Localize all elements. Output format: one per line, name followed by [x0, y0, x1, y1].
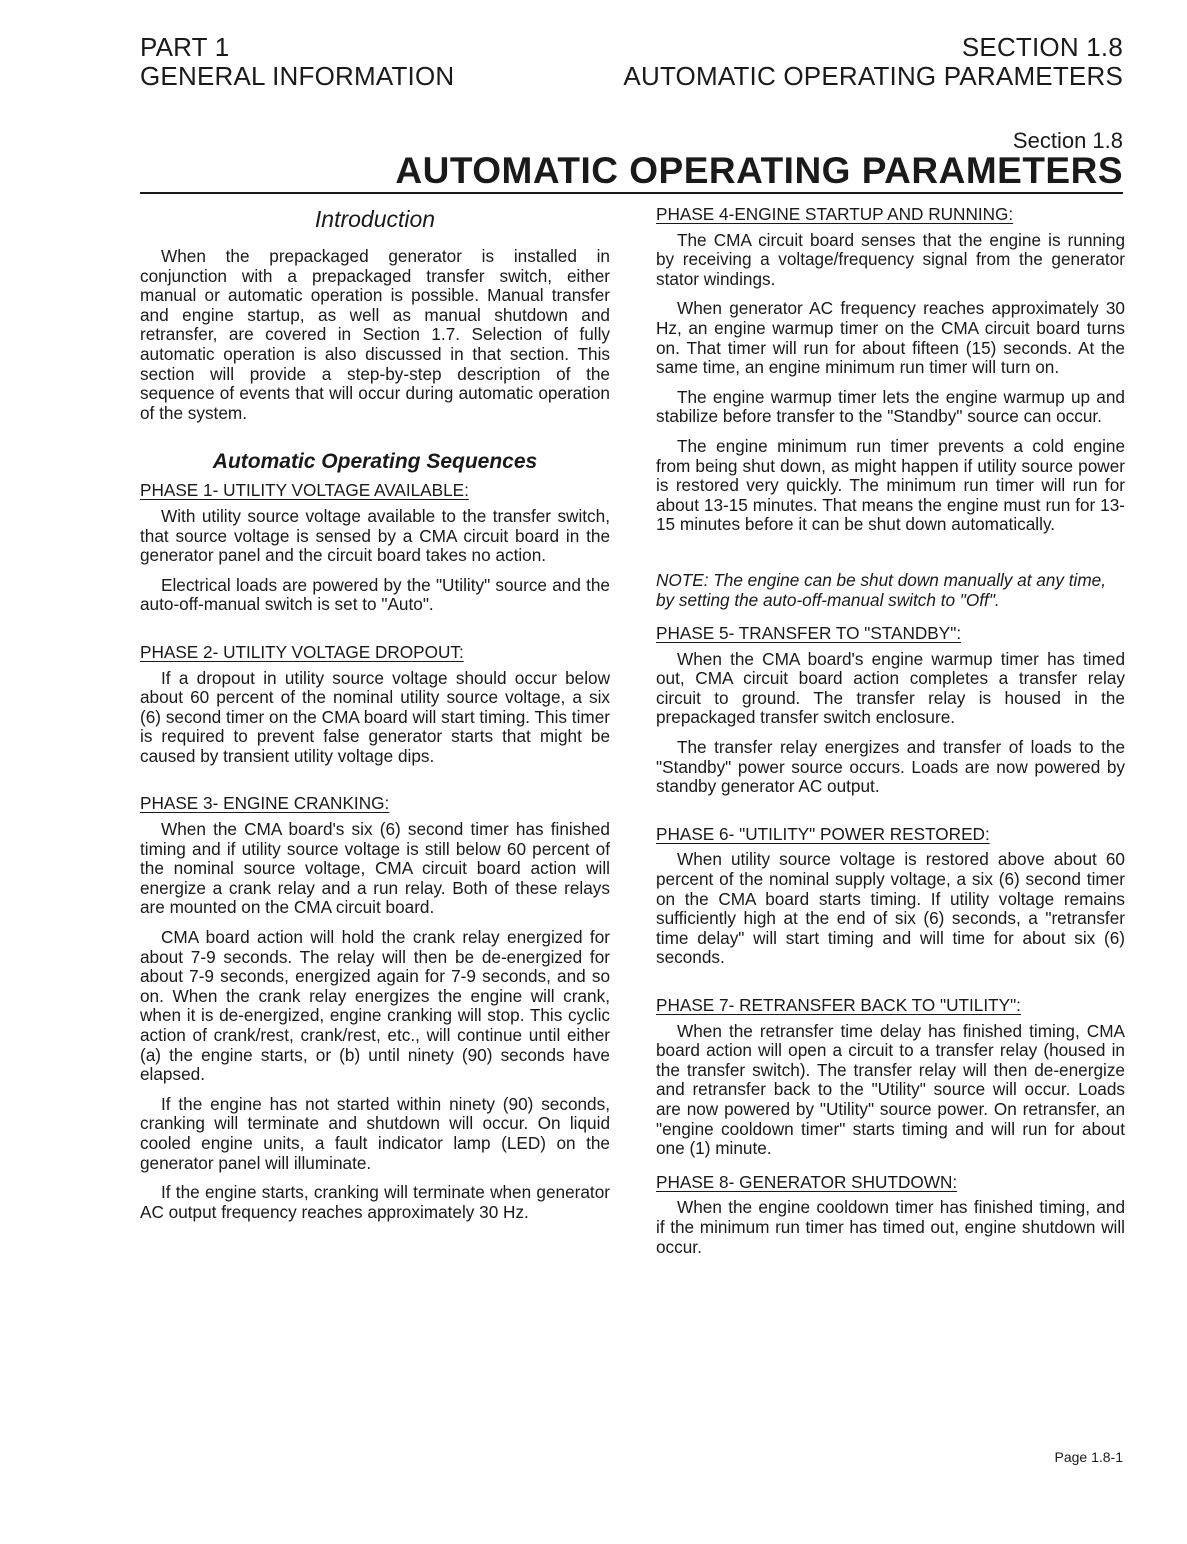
introduction-paragraph: When the prepackaged generator is installed in conjunction with a prepackaged transfer switch, either manual or automatic operation is possible. Manual transfer and engine startup, as well as manual shutdown and retransfer, are covered in Section 1.7. Selection of fully automatic operation is also discussed in that section. This section will provide a step-by-step description of the sequence of events that will occur during automatic operation of the system. [140, 246, 610, 423]
phase-6-paragraph: When utility source voltage is restored above about 60 percent of the nominal supply voltage, a six (6) second timer on the CMA board starts timing. If utility voltage remains sufficiently high at the end of six (6) seconds, a "retransfer time delay" will start timing and will time for about six (6) seconds. [656, 849, 1125, 968]
introduction-heading: Introduction [314, 206, 436, 232]
phase-8-paragraph: When the engine cooldown timer has finished timing, and if the minimum run timer has timed out, engine shutdown will occur. [656, 1197, 1125, 1257]
phase-4-paragraph: When generator AC frequency reaches approximately 30 Hz, an engine warmup timer on the CMA circuit board turns on. That timer will run for about fifteen (15) seconds. At the same time, an engine minimum run timer will turn on. [656, 298, 1125, 378]
page-number: Page 1.8-1 [1054, 1449, 1123, 1465]
phase-7-heading: PHASE 7- RETRANSFER BACK TO "UTILITY": [656, 995, 1021, 1015]
phase-1-paragraph: Electrical loads are powered by the "Utility" source and the auto-off-manual switch is set to "Auto". [140, 574, 610, 615]
running-header-left [140, 33, 454, 91]
title-rule [140, 192, 1123, 194]
left-column [140, 205, 610, 1232]
part-label: PART 1 [140, 32, 230, 62]
phase-2-heading: PHASE 2- UTILITY VOLTAGE DROPOUT: [140, 641, 464, 662]
phase-7-paragraph: When the retransfer time delay has finished timing, CMA board action will open a circuit to a transfer relay (housed in the transfer switch). The transfer relay will then de-energize and retransfer back to the "Utility" source will occur. Loads are now powered by "Utility" source power. On retransfer, an "engine cooldown timer" starts timing and will run for about one (1) minute. [656, 1020, 1125, 1159]
phase-5-heading: PHASE 5- TRANSFER TO "STANDBY": [656, 623, 962, 644]
phase-5-paragraph: When the CMA board's engine warmup timer has timed out, CMA circuit board action completes a transfer relay circuit to ground. The transfer relay is housed in the prepackaged transfer switch enclosure. [656, 648, 1125, 728]
phase-3-paragraph: When the CMA board's six (6) second timer has finished timing and if utility source voltage is still below 60 percent of the nominal source voltage, CMA circuit board action will energize a crank relay and a run relay. Both of these relays are mounted on the CMA circuit board. [140, 819, 610, 918]
phase-4-paragraph: The engine warmup timer lets the engine warmup up and stabilize before transfer to the "Standby" source can occur. [656, 386, 1125, 427]
right-column [656, 205, 1125, 1267]
part-title: GENERAL INFORMATION [140, 61, 455, 91]
phase-4-heading: PHASE 4-ENGINE STARTUP AND RUNNING: [656, 204, 1014, 224]
phase-1-paragraph: With utility source voltage available to the transfer switch, that source voltage is sensed by a CMA circuit board in the generator panel and the circuit board takes no action. [140, 505, 610, 566]
section-title-header: AUTOMATIC OPERATING PARAMETERS [623, 61, 1123, 91]
phase-4-paragraph: The engine minimum run timer prevents a cold engine from being shut down, as might happen if utility source power is restored very quickly. The minimum run timer will run for about 13-15 minutes. That means the engine must run for 13-15 minutes before it can be shut down automatically. [656, 435, 1125, 535]
phase-3-paragraph: If the engine has not started within ninety (90) seconds, cranking will terminate and shutdown will occur. On liquid cooled engine units, a fault indicator lamp (LED) on the generator panel will illuminate. [140, 1093, 610, 1173]
phase-8-heading: PHASE 8- GENERATOR SHUTDOWN: [656, 1171, 958, 1192]
phase-2-paragraph: If a dropout in utility source voltage should occur below about 60 percent of the nominal utility source voltage, a six (6) second timer on the CMA board will start timing. This timer is required to prevent false generator starts that might be caused by transient utility voltage dips. [140, 667, 610, 766]
phase-3-paragraph: CMA board action will hold the crank relay energized for about 7-9 seconds. The relay will then be de-energized for about 7-9 seconds, energized again for 7-9 seconds, and so on. When the crank relay energizes the engine will crank, when it is de-energized, engine cranking will stop. This cyclic action of crank/rest, crank/rest, etc., will continue until either (a) the engine starts, or (b) until ninety (90) seconds have elapsed. [140, 927, 610, 1085]
phase-3-paragraph: If the engine starts, cranking will terminate when generator AC output frequency reaches approximately 30 Hz. [140, 1182, 610, 1222]
phase-1-heading: PHASE 1- UTILITY VOLTAGE AVAILABLE: [140, 480, 469, 501]
note-text: NOTE: The engine can be shut down manually at any time, by setting the auto-off-manual switch to "Off". [656, 569, 1106, 610]
phase-3-heading: PHASE 3- ENGINE CRANKING: [140, 793, 390, 814]
page-title: AUTOMATIC OPERATING PARAMETERS [395, 150, 1123, 191]
section-label-header: SECTION 1.8 [961, 32, 1123, 62]
phase-4-paragraph: The CMA circuit board senses that the engine is running by receiving a voltage/frequency signal from the generator stator windings. [656, 229, 1125, 289]
sequences-heading: Automatic Operating Sequences [212, 450, 538, 474]
phase-6-heading: PHASE 6- "UTILITY" POWER RESTORED: [656, 823, 990, 844]
phase-5-paragraph: The transfer relay energizes and transfer of loads to the "Standby" power source occurs. Loads are now powered by standby generator AC output. [656, 737, 1125, 797]
section-number: Section 1.8 [1012, 128, 1123, 153]
running-header-right [623, 33, 1123, 91]
